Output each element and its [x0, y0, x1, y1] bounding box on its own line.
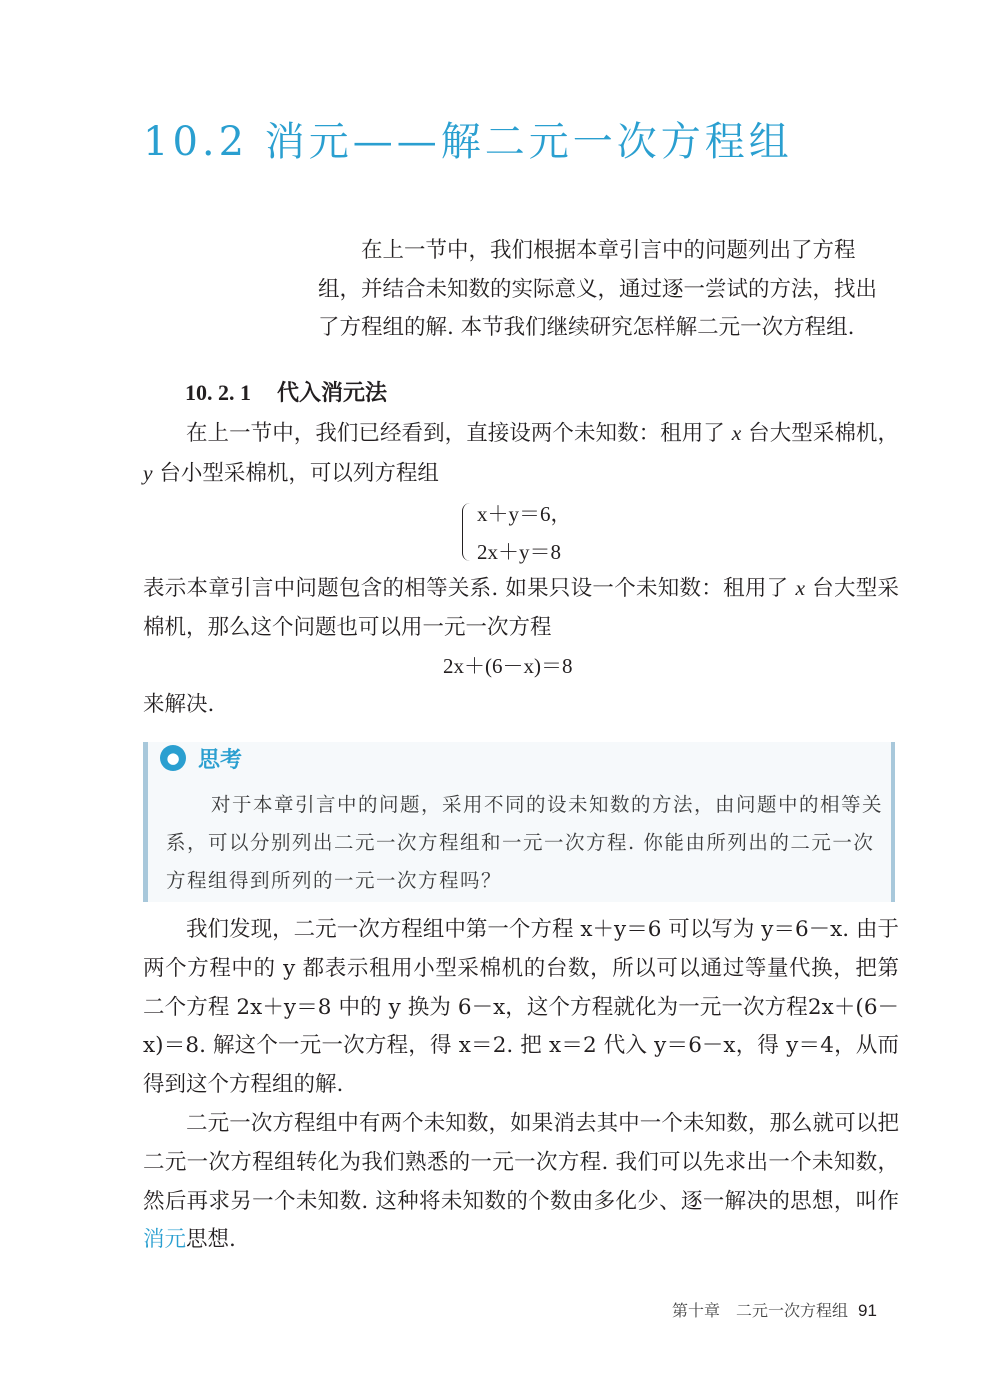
- para5-text-b: 思想.: [186, 1227, 236, 1253]
- think-box: [143, 742, 895, 902]
- subsection-number: 10. 2. 1: [185, 380, 251, 405]
- keyword-highlight: 消元: [143, 1227, 187, 1253]
- page-number: 91: [858, 1301, 877, 1320]
- para1-text-a: 在上一节中，我们已经看到，直接设两个未知数：租用了: [186, 421, 732, 446]
- subsection-title: 代入消元法: [277, 380, 388, 406]
- brace: [462, 503, 471, 561]
- var-y: y: [143, 460, 153, 485]
- page-footer: [672, 1298, 877, 1321]
- para4-text: 我们发现，二元一次方程组中第一个方程 x＋y＝6 可以写为 y＝6－x. 由于两个方程中的 y 都表示租用小型采棉机的台数，所以可以通过等量代换，把第二个方程 2x＋y＝8 中的 y 换为 6－x，这个方程就化为一元一次方程2x＋(6－x)＝8. 解这个一元一次方程，得 x＝2. 把 x＝2 代入 y＝6－x，得 y＝4，从而得到这个方程组的解.: [143, 917, 899, 1098]
- equation-system: [465, 495, 572, 571]
- subsection-heading: [185, 376, 387, 407]
- equation-2: 2x＋y＝8: [477, 540, 561, 564]
- single-equation: 2x＋(6－x)＝8: [443, 654, 573, 678]
- var-x: x: [795, 576, 806, 600]
- intro-text: 在上一节中，我们根据本章引言中的问题列出了方程组，并结合未知数的实际意义，通过逐一尝试的方法，找出了方程组的解. 本节我们继续研究怎样解二元一次方程组.: [318, 238, 878, 340]
- para2-text-b: 台大型采棉机，那么这个问题也可以用一元一次方程: [143, 576, 899, 640]
- paragraph-3: 来解决.: [143, 692, 215, 717]
- think-text: [166, 786, 886, 900]
- paragraph-5: [143, 1105, 899, 1260]
- para1-text-c: 台小型采棉机，可以列方程组: [152, 460, 439, 486]
- equation-1: x＋y＝6，: [477, 502, 572, 526]
- footer-chapter: 第十章 二元一次方程组: [672, 1301, 849, 1320]
- para1-text-b: 台大型采棉机，: [741, 421, 899, 446]
- paragraph-2: [143, 569, 899, 648]
- section-title: 10.2 消元——解二元一次方程组: [143, 119, 793, 165]
- think-paragraph: 对于本章引言中的问题，采用不同的设未知数的方法，由问题中的相等关系，可以分别列出二元一次方程组和一元一次方程. 你能由所列出的二元一次方程组得到所列的一元一次方程吗？: [166, 793, 884, 892]
- var-x: x: [731, 421, 742, 445]
- paragraph-1: [143, 414, 899, 494]
- lightbulb-icon: ●: [160, 745, 186, 771]
- para2-text-a: 表示本章引言中问题包含的相等关系. 如果只设一个未知数：租用了: [143, 576, 796, 601]
- paragraph-4: [143, 911, 899, 1105]
- intro-paragraph: [318, 232, 898, 348]
- think-title: 思考: [198, 748, 243, 773]
- para5-text-a: 二元一次方程组中有两个未知数，如果消去其中一个未知数，那么就可以把二元一次方程组转化为我们熟悉的一元一次方程. 我们可以先求出一个未知数，然后再求另一个未知数. 这种将未知数的个数由多化少、逐一解决的思想，叫作: [143, 1111, 899, 1214]
